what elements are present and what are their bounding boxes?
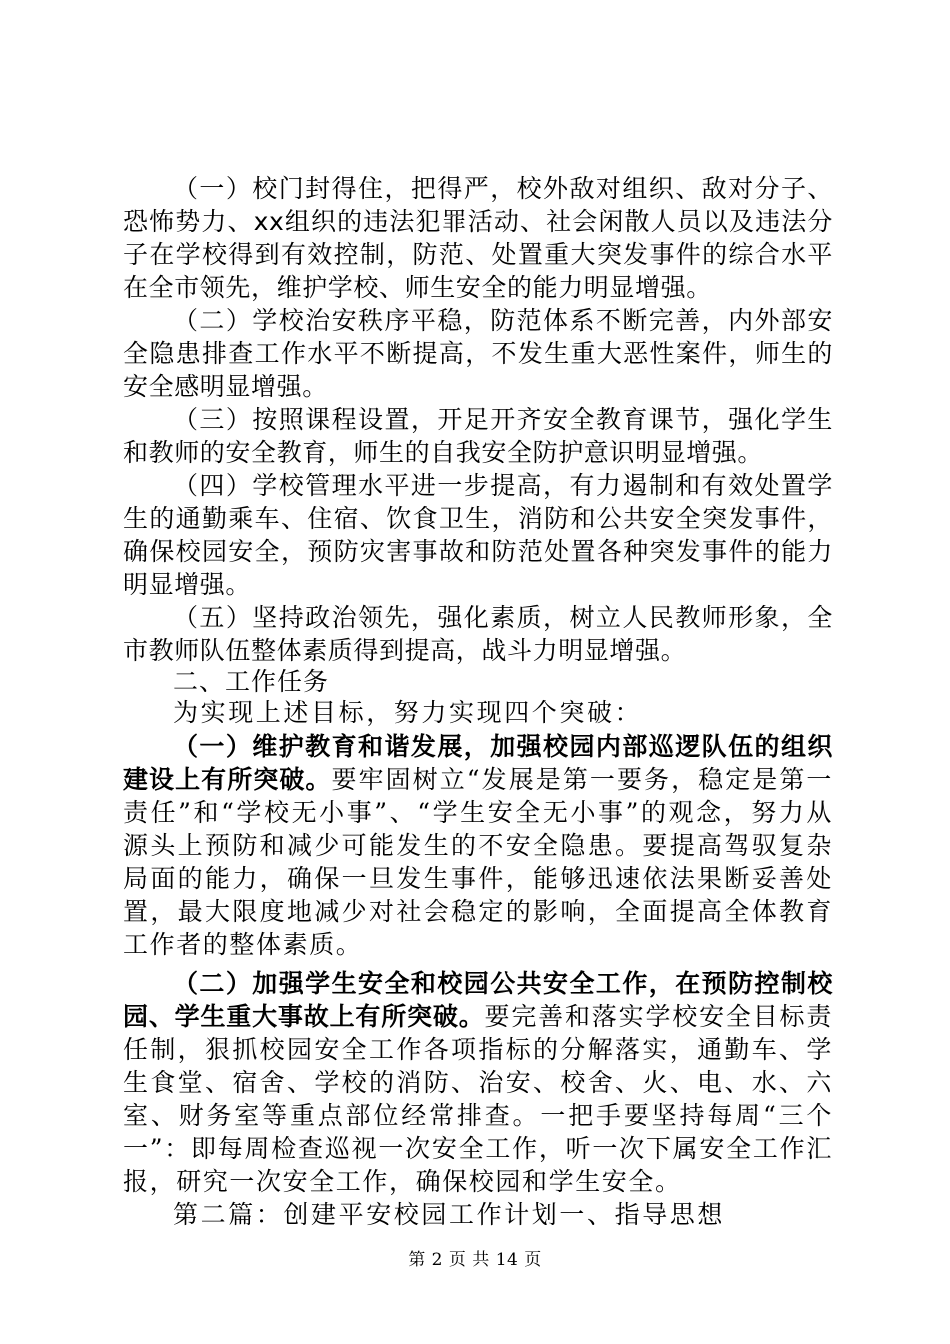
task-2-body: 要完善和落实学校安全目标责任制，狠抓校园安全工作各项指标的分解落实，通勤车、学生食堂、宿舍、学校的消防、治安、校舍、火、电、水、六室、财务室等重点部位经常排查。一把手要坚持每周“三个一”：即每周检查巡视一次安全工作，听一次下属安全工作汇报，研究一次安全工作，确保校园和学生安全。 (123, 1002, 833, 1196)
goal-paragraph-3: （三）按照课程设置，开足开齐安全教育课节，强化学生和教师的安全教育，师生的自我安全防护意识明显增强。 (123, 405, 833, 467)
task-1-body: 要牢固树立“发展是第一要务，稳定是第一责任”和“学校无小事”、“学生安全无小事”的观念，努力从源头上预防和减少可能发生的不安全隐患。要提高驾驭复杂局面的能力，确保一旦发生事件，能够迅速依法果断妥善处置，最大限度地减少对社会稳定的影响，全面提高全体教育工作者的整体素质。 (123, 765, 833, 959)
goal-paragraph-5: （五）坚持政治领先，强化素质，树立人民教师形象，全市教师队伍整体素质得到提高，战斗力明显增强。 (123, 603, 833, 665)
goal-paragraph-1: （一）校门封得住，把得严，校外敌对组织、敌对分子、恐怖势力、xx组织的违法犯罪活动、社会闲散人员以及违法分子在学校得到有效控制，防范、处置重大突发事件的综合水平在全市领先，维护学校、师生安全的能力明显增强。 (123, 174, 833, 302)
goal-paragraph-4: （四）学校管理水平进一步提高，有力遏制和有效处置学生的通勤乘车、住宿、饮食卫生，消防和公共安全突发事件，确保校园安全，预防灾害事故和防范处置各种突发事件的能力明显增强。 (123, 471, 833, 599)
page-footer: 第 2 页 共 14 页 (408, 1250, 542, 1270)
intro-line: 为实现上述目标，努力实现四个突破： (173, 698, 643, 727)
task-2-lead: （二）加强学生安全和校园公共安全工作，在预防控制校园、学生重大事故上有所突破。 (123, 969, 833, 1031)
task-paragraph-2 (123, 967, 833, 1198)
goal-paragraph-2: （二）学校治安秩序平稳，防范体系不断完善，内外部安全隐患排查工作水平不断提高，不发生重大恶性案件，师生的安全感明显增强。 (123, 306, 833, 401)
document-body (123, 172, 833, 1231)
task-paragraph-1 (123, 730, 833, 961)
next-chapter-title: 第二篇：创建平安校园工作计划一、指导思想 (173, 1200, 726, 1229)
task-1-lead: （一）维护教育和谐发展，加强校园内部巡逻队伍的组织建设上有所突破。 (123, 732, 833, 794)
section-heading: 二、工作任务 (173, 667, 330, 696)
